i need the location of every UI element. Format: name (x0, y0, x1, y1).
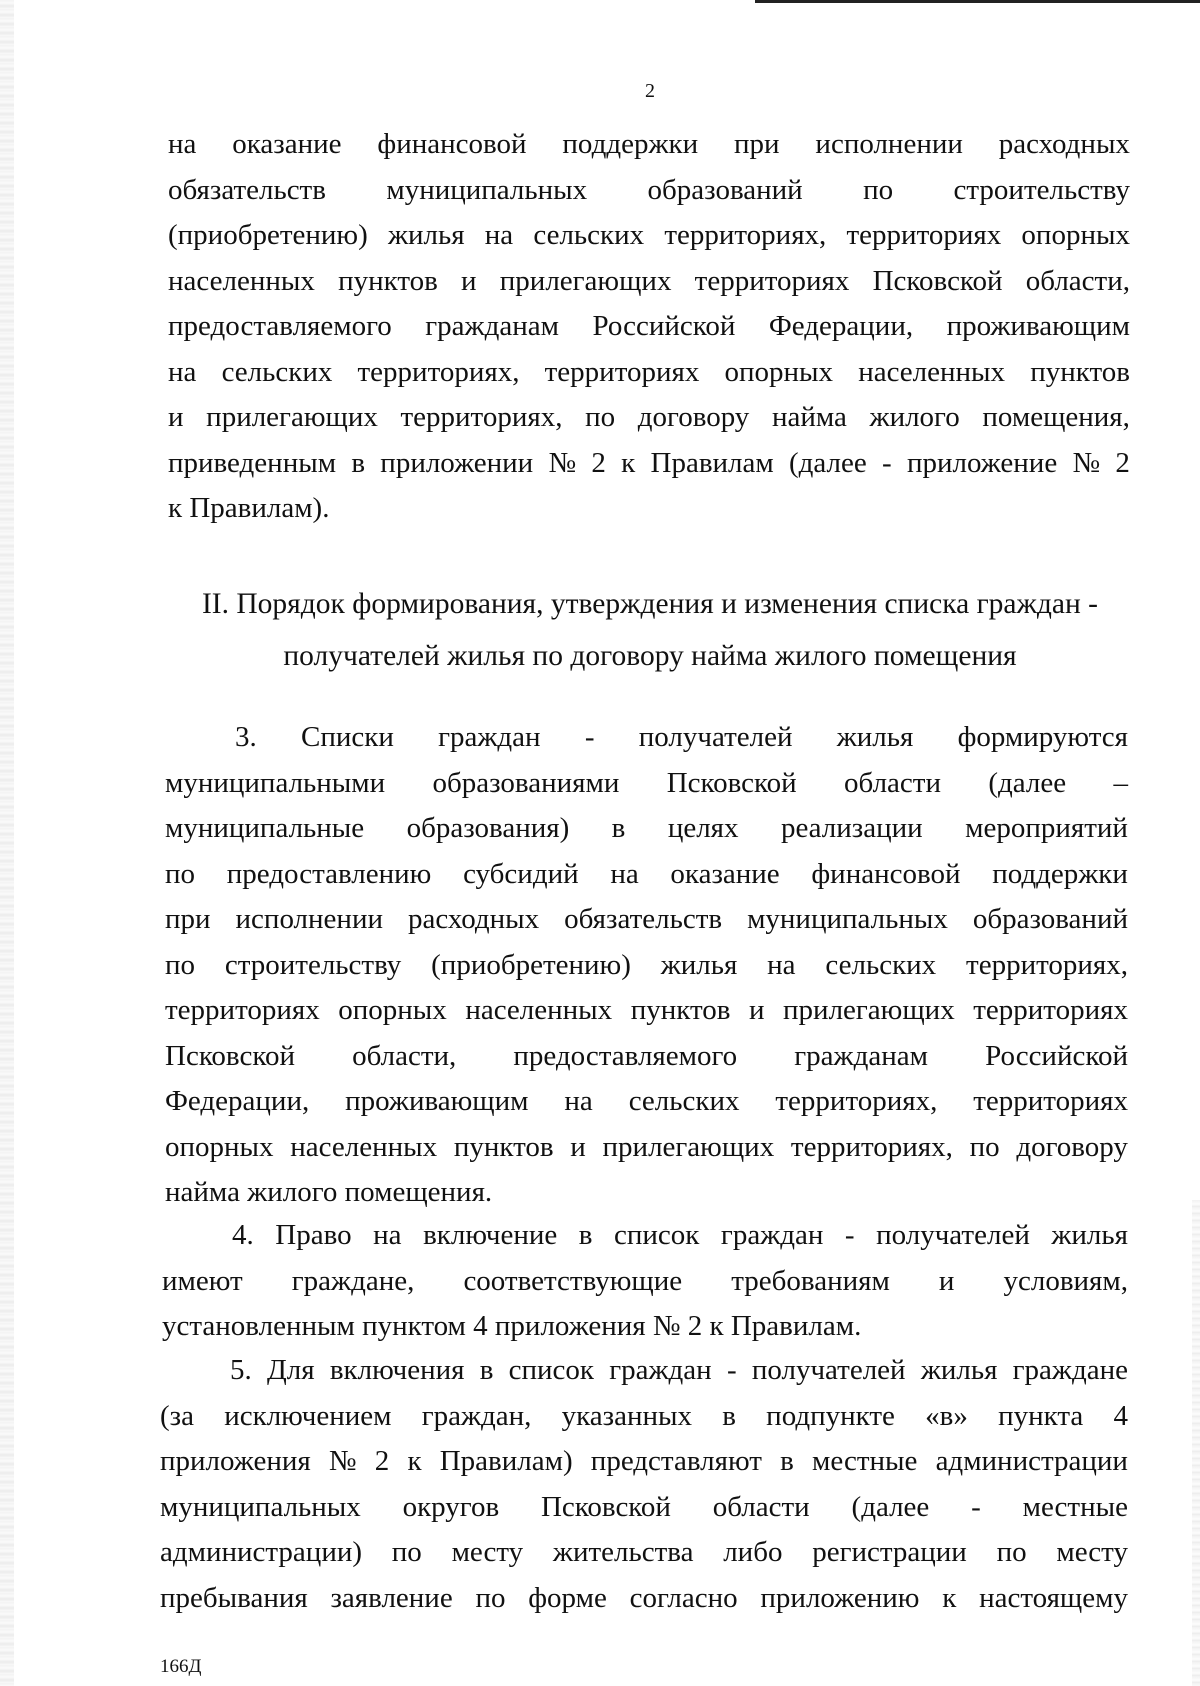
text-line: 5. Для включения в список граждан - получателей жилья граждане (230, 1354, 1128, 1386)
paragraph-continuation (168, 122, 1130, 532)
text-line: опорных населенных пунктов и прилегающих территориях, по договору (165, 1130, 1128, 1163)
text-line: муниципальные образования) в целях реализации мероприятий (165, 812, 1128, 844)
text-line: на оказание финансовой поддержки при исполнении расходных (168, 128, 1130, 160)
text-line: на сельских территориях, территориях опорных населенных пунктов (168, 355, 1130, 388)
heading-line: II. Порядок формирования, утверждения и изменения списка граждан - (201, 588, 1098, 620)
text-line: имеют граждане, соответствующие требованиям и условиям, (162, 1264, 1128, 1297)
text-line: приложения № 2 к Правилам) представляют в местные администрации (160, 1445, 1128, 1477)
text-line: муниципальными образованиями Псковской области (далее – (165, 766, 1128, 799)
scan-edge-right (1192, 1200, 1200, 1686)
heading-line: получателей жилья по договору найма жилого помещения (283, 640, 1017, 672)
text-line: Федерации, проживающим на сельских территориях, территориях (165, 1085, 1128, 1117)
text-line: по предоставлению субсидий на оказание финансовой поддержки (165, 857, 1128, 890)
scan-top-bar (755, 0, 1200, 3)
footer-code: 166Д (160, 1656, 202, 1677)
paragraph-4 (162, 1213, 1128, 1350)
paragraph-3 (165, 715, 1128, 1216)
text-line: установленным пунктом 4 приложения № 2 к Правилам. (162, 1310, 862, 1342)
paragraph-5 (160, 1348, 1128, 1621)
text-line: населенных пунктов и прилегающих территориях Псковской области, (168, 264, 1130, 297)
text-line: найма жилого помещения. (165, 1176, 493, 1208)
text-line: и прилегающих территориях, по договору найма жилого помещения, (168, 401, 1130, 433)
text-line: пребывания заявление по форме согласно приложению к настоящему (160, 1581, 1128, 1614)
text-line: (за исключением граждан, указанных в подпункте «в» пункта 4 (160, 1399, 1128, 1432)
text-line: 3. Списки граждан - получателей жилья формируются (235, 721, 1128, 753)
page-number: 2 (645, 80, 655, 102)
section-heading (165, 578, 1135, 682)
text-line: территориях опорных населенных пунктов и прилегающих территориях (165, 994, 1128, 1026)
scan-edge-left (0, 0, 14, 1686)
text-line: администрации) по месту жительства либо регистрации по месту (160, 1536, 1128, 1568)
text-line: к Правилам). (168, 492, 330, 524)
text-line: (приобретению) жилья на сельских территориях, территориях опорных (168, 219, 1130, 251)
text-line: приведенным в приложении № 2 к Правилам (далее - приложение № 2 (168, 446, 1130, 479)
text-line: предоставляемого гражданам Российской Федерации, проживающим (168, 310, 1130, 342)
text-line: при исполнении расходных обязательств муниципальных образований (165, 903, 1128, 935)
text-line: Псковской области, предоставляемого гражданам Российской (165, 1039, 1128, 1072)
text-line: муниципальных округов Псковской области (далее - местные (160, 1490, 1128, 1523)
text-line: 4. Право на включение в список граждан - получателей жилья (232, 1219, 1128, 1251)
text-line: обязательств муниципальных образований по строительству (168, 173, 1130, 206)
text-line: по строительству (приобретению) жилья на сельских территориях, (165, 948, 1128, 981)
